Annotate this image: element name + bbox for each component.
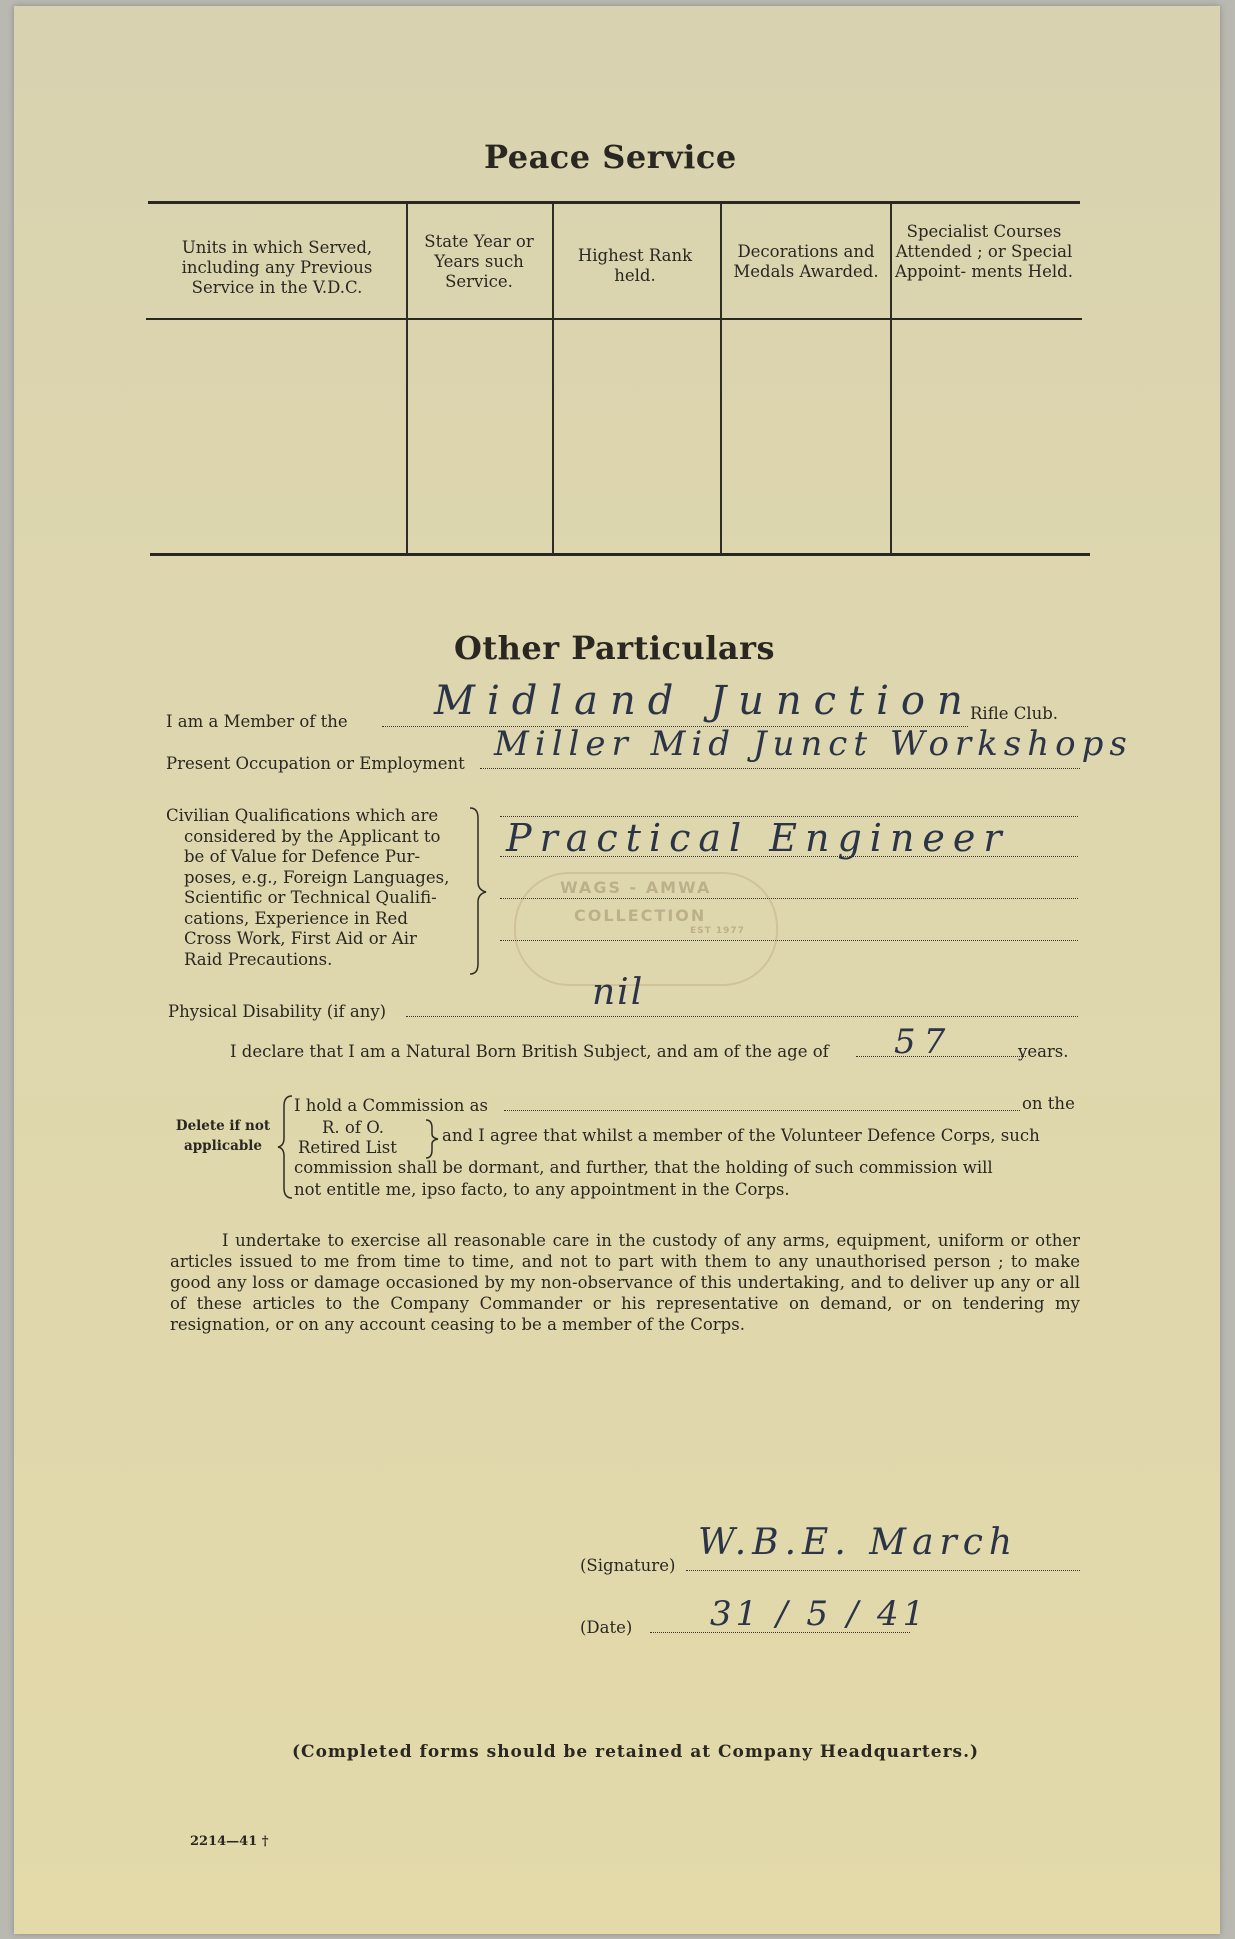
declaration-label: I declare that I am a Natural Born British Subject, and am of the age of: [230, 1042, 829, 1061]
footer-note: (Completed forms should be retained at Company Headquarters.): [292, 1742, 980, 1762]
occupation-label: Present Occupation or Employment: [166, 754, 465, 773]
commission-line-2: and I agree that whilst a member of the Volunteer Defence Corps, such: [442, 1126, 1040, 1145]
watermark-text-2: COLLECTION: [574, 906, 707, 925]
peace-service-title: Peace Service: [484, 138, 737, 176]
other-particulars-title: Other Particulars: [454, 629, 776, 667]
commission-left-brace: [276, 1094, 294, 1200]
member-suffix: Rifle Club.: [970, 704, 1059, 723]
signature-dotted-line: [686, 1566, 1080, 1571]
declaration-suffix: years.: [1018, 1042, 1069, 1061]
member-handwritten: Midland Junction: [434, 678, 975, 724]
col-header-decorations: Decorations and Medals Awarded.: [733, 242, 879, 281]
member-label: I am a Member of the: [166, 712, 348, 731]
signature-handwritten: W.B.E. March: [698, 1522, 1019, 1563]
qual-line-1: Civilian Qualifications which are: [166, 806, 439, 825]
qual-line-3: be of Value for Defence Pur-: [184, 847, 421, 866]
undertaking-paragraph: I undertake to exercise all reasonable care in the custody of any arms, equipment, uniform or other articles issued to me from time to time, and not to part with them to any unauthorised person ; to make good any loss or damage occasioned by my non-observance of this undertaking, and to deliver up any or all of these articles to the Company Commander or his representative on demand, or on tendering my resignation, or on any account ceasing to be a member of the Corps.: [170, 1231, 1080, 1334]
commission-line-4: not entitle me, ipso facto, to any appointment in the Corps.: [294, 1180, 790, 1199]
table-col-divider-3: [720, 204, 722, 554]
table-col-divider-1: [406, 204, 408, 554]
disability-dotted-line: [406, 1012, 1078, 1017]
form-code: 2214—41 †: [190, 1834, 269, 1849]
commission-right-brace: [424, 1118, 440, 1160]
watermark-text-1: WAGS - AMWA: [560, 878, 712, 897]
commission-on-the: on the: [1022, 1094, 1075, 1113]
table-header-rule: [146, 318, 1082, 320]
qualifications-handwritten: Practical Engineer: [506, 816, 1010, 860]
disability-handwritten: nil: [592, 972, 645, 1013]
occupation-handwritten: Miller Mid Junct Workshops: [494, 724, 1133, 764]
qual-line-4: poses, e.g., Foreign Languages,: [184, 867, 450, 887]
qual-line-8: Raid Precautions.: [184, 949, 333, 969]
table-bottom-rule: [150, 553, 1090, 556]
signature-label: (Signature): [580, 1556, 676, 1575]
col-header-years: State Year or Years such Service.: [424, 232, 534, 291]
occupation-dotted-line: [480, 764, 1080, 769]
table-top-rule: [148, 201, 1080, 204]
commission-line-1: I hold a Commission as: [294, 1096, 488, 1115]
qual-line-2: considered by the Applicant to: [184, 826, 441, 846]
delete-if-not-applicable-label: Delete if not applicable: [175, 1118, 271, 1154]
commission-dotted-line: [504, 1106, 1020, 1111]
disability-label: Physical Disability (if any): [168, 1002, 387, 1021]
date-handwritten: 31 / 5 / 41: [710, 1594, 929, 1634]
qualifications-label: [166, 806, 449, 970]
commission-r-of-o: R. of O.: [322, 1118, 385, 1137]
watermark-text-3: EST 1977: [690, 926, 745, 936]
table-col-divider-2: [552, 204, 554, 554]
qualifications-bracket: [468, 806, 492, 976]
qual-line-5: Scientific or Technical Qualifi-: [184, 888, 437, 907]
qual-line-6: cations, Experience in Red: [184, 908, 408, 928]
table-col-divider-4: [890, 204, 892, 554]
col-header-specialist: Specialist Courses Attended ; or Special Appoint- ments Held.: [895, 222, 1073, 281]
col-header-units: Units in which Served, including any Previous Service in the V.D.C.: [181, 238, 373, 297]
qual-line-7: Cross Work, First Aid or Air: [184, 929, 417, 948]
date-label: (Date): [580, 1618, 633, 1637]
commission-retired-list: Retired List: [298, 1138, 397, 1157]
col-header-rank: Highest Rank held.: [577, 246, 693, 285]
commission-line-3: commission shall be dormant, and further, that the holding of such commission will: [294, 1158, 993, 1177]
age-handwritten: 57: [894, 1022, 954, 1062]
form-sheet: [14, 6, 1220, 1934]
